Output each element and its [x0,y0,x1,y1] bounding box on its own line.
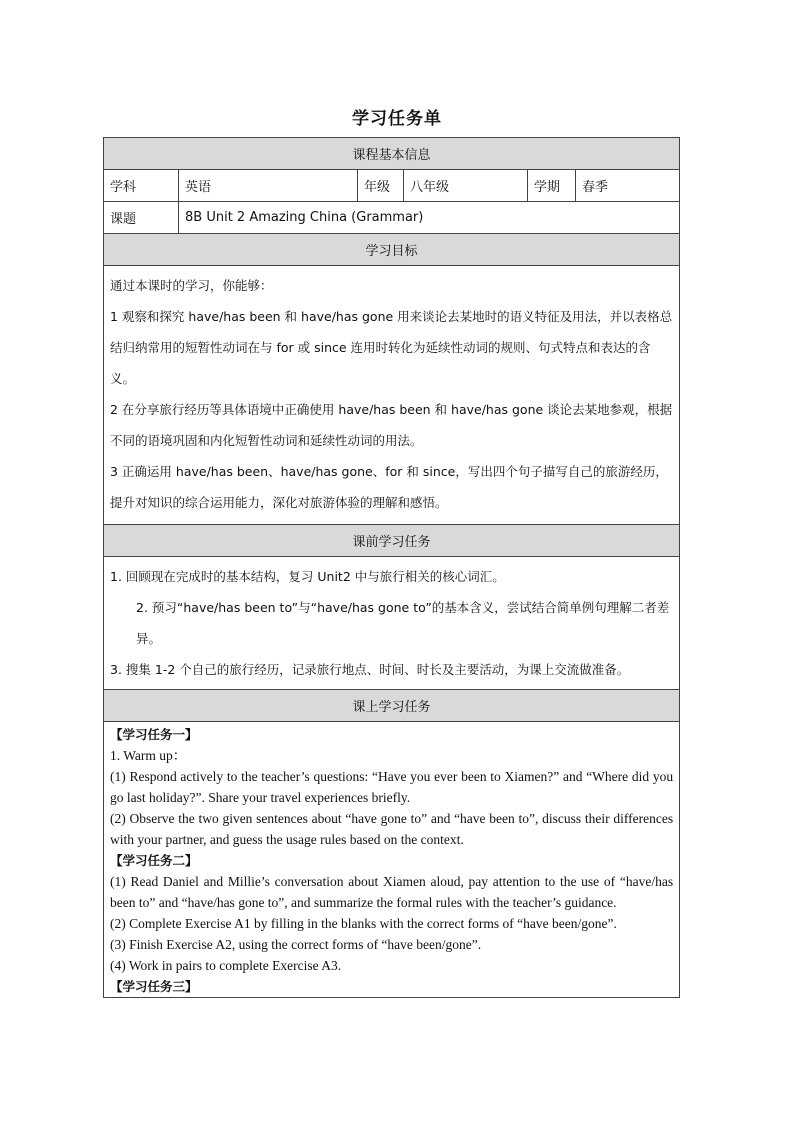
page-title: 学习任务单 [352,109,442,129]
section-title: 课上学习任务 [104,690,680,722]
class-cell [104,722,680,998]
class-line: (3) Finish Exercise A2, using the correct forms of “have been/gone”. [110,937,482,952]
pre-cell [104,557,680,690]
section-title: 课前学习任务 [104,525,680,557]
pre-item: 1. 回顾现在完成时的基本结构，复习 Unit2 中与旅行相关的核心词汇。 [110,569,505,584]
task-heading: 【学习任务二】 [110,853,198,868]
goal-item: 3 正确运用 have/has been、have/has gone、for 和 since，写出四个句子描写自己的旅游经历，提升对知识的综合运用能力，深化对旅游体验的理解和感悟。 [110,464,668,510]
term-value: 春季 [576,170,680,202]
goal-item: 2 在分享旅行经历等具体语境中正确使用 have/has been 和 have/has gone 谈论去某地参观，根据不同的语境巩固和内化短暂性动词和延续性动词的用法。 [110,402,673,448]
pre-item: 2. 预习“have/has been to”与“have/has gone to”的基本含义，尝试结合简单例句理解二者差异。 [136,600,670,646]
section-header-pre [104,525,680,557]
pre-row [104,557,680,690]
grade-value: 八年级 [404,170,528,202]
topic-label: 课题 [104,202,179,234]
subject-label: 学科 [104,170,179,202]
section-header-class [104,690,680,722]
term-label: 学期 [528,170,576,202]
class-line: 1. Warm up： [110,748,187,763]
section-title: 学习目标 [104,234,680,266]
goal-item: 1 观察和探究 have/has been 和 have/has gone 用来谈论去某地时的语义特征及用法，并以表格总结归纳常用的短暂性动词在与 for 或 since 连用时转化为延续性动词的规则、句式特点和表达的含义。 [110,309,673,386]
task-heading: 【学习任务一】 [110,727,198,742]
task-sheet-table [103,137,680,998]
class-line: (1) Respond actively to the teacher’s questions: “Have you ever been to Xiamen?” and “Where did you go last holiday?”. Share your travel experiences briefly. [110,769,674,805]
task-heading: 【学习任务三】 [110,979,198,994]
grade-label: 年级 [358,170,404,202]
info-row [104,170,680,202]
class-row [104,722,680,998]
pre-item: 3. 搜集 1-2 个自己的旅行经历，记录旅行地点、时间、时长及主要活动，为课上交流做准备。 [110,662,630,677]
goals-row [104,266,680,525]
class-line: (2) Observe the two given sentences about “have gone to” and “have been to”, discuss their differences with your partner, and guess the usage rules based on the context. [110,811,674,847]
class-line: (1) Read Daniel and Millie’s conversation about Xiamen aloud, pay attention to the use of “have/has been to” and “have/has gone to”, and summarize the formal rules with the teacher’s guidance. [110,874,674,910]
section-header-basic [104,138,680,170]
section-header-goals [104,234,680,266]
topic-row [104,202,680,234]
class-line: (4) Work in pairs to complete Exercise A3. [110,958,342,973]
section-title: 课程基本信息 [104,138,680,170]
goals-cell [104,266,680,525]
subject-value: 英语 [179,170,358,202]
class-line: (2) Complete Exercise A1 by filling in the blanks with the correct forms of “have been/gone”. [110,916,617,931]
topic-value: 8B Unit 2 Amazing China (Grammar) [179,202,680,234]
goals-intro: 通过本课时的学习，你能够： [110,278,273,293]
